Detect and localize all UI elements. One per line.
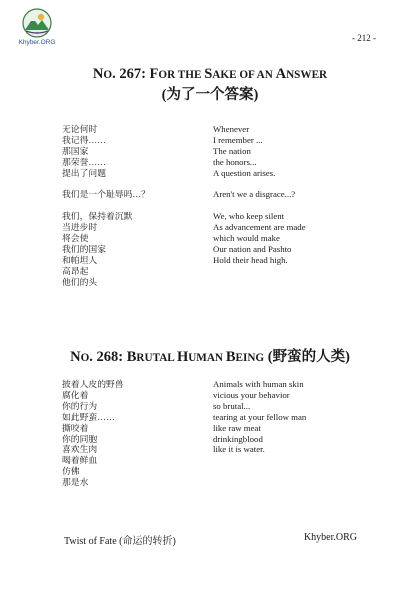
poem-line: 如此野蛮…… bbox=[62, 411, 115, 422]
poem-268-title bbox=[0, 345, 420, 366]
poem-line: 我们是一个耻辱吗…？ bbox=[62, 189, 150, 200]
poem-line bbox=[213, 200, 306, 211]
poem-268-chinese-text bbox=[62, 379, 124, 488]
title-part: N bbox=[70, 349, 81, 365]
title-part: O bbox=[80, 352, 90, 364]
footer-book-title: Twist of Fate (命运的转折) bbox=[64, 536, 176, 547]
poem-line: Hold their head high. bbox=[213, 254, 288, 265]
footer-site-name: Khyber.ORG bbox=[303, 532, 357, 543]
poem-267-chinese-text bbox=[62, 124, 150, 288]
poem-line: I remember ... bbox=[213, 134, 263, 145]
poem-line bbox=[213, 179, 306, 190]
page-number: - 212 - bbox=[352, 33, 376, 43]
poem-line: The nation bbox=[213, 145, 251, 156]
poem-line: 我记得…… bbox=[62, 134, 106, 145]
poem-line bbox=[62, 179, 150, 190]
poem-line: 他们的头 bbox=[62, 276, 98, 287]
poem-line: 和帕坦人 bbox=[62, 254, 98, 265]
poem-line: drinkingblood bbox=[213, 433, 263, 444]
poem-line: As advancement are made bbox=[213, 222, 306, 233]
poem-line: like it is water. bbox=[213, 444, 265, 455]
title-part: AKE OF AN bbox=[212, 69, 276, 81]
title-part: O bbox=[103, 69, 113, 81]
poem-line: tearing at your fellow man bbox=[213, 411, 307, 422]
poem-line: 高昂起 bbox=[62, 265, 89, 276]
title-part: F bbox=[149, 66, 159, 82]
logo-text: Khyber.ORG bbox=[18, 39, 56, 46]
mountain-sun-logo-icon bbox=[22, 8, 52, 38]
title-part: EING bbox=[235, 352, 265, 364]
title-part: . 268: bbox=[89, 349, 127, 365]
poem-line: 我们，保持着沉默 bbox=[62, 211, 133, 222]
poem-267-subtitle: (为了一个答案) bbox=[161, 87, 259, 103]
poem-line: like raw meat bbox=[213, 422, 261, 433]
poem-line: which would make bbox=[213, 233, 280, 244]
title-part: H bbox=[176, 349, 189, 365]
poem-line: 喜欢生肉 bbox=[62, 444, 98, 455]
poem-268-english-text bbox=[213, 379, 306, 455]
poem-line: 腐化着 bbox=[62, 389, 89, 400]
title-part: NSWER bbox=[286, 69, 328, 81]
poem-line: 我们的国家 bbox=[62, 243, 106, 254]
poem-line bbox=[62, 200, 150, 211]
poem-line: 喝着鲜血 bbox=[62, 455, 98, 466]
title-part: A bbox=[275, 66, 287, 82]
title-part: B bbox=[126, 349, 137, 365]
title-part: N bbox=[92, 66, 104, 82]
poem-line: 那荣誉…… bbox=[62, 156, 106, 167]
poem-line: so brutal... bbox=[213, 400, 251, 411]
poem-line: 那是水 bbox=[62, 477, 89, 488]
poem-line: 当进步时 bbox=[62, 222, 98, 233]
poem-line: 将会使 bbox=[62, 233, 89, 244]
poem-line: the honors... bbox=[213, 156, 257, 167]
title-part: UMAN bbox=[188, 352, 226, 364]
poem-line: 你的行为 bbox=[62, 400, 98, 411]
poem-line: Our nation and Pashto bbox=[213, 243, 292, 254]
title-part: S bbox=[204, 66, 213, 82]
poem-line: Animals with human skin bbox=[213, 379, 304, 389]
title-part: (野蛮的人类) bbox=[264, 349, 350, 365]
poem-line: 无论何时 bbox=[62, 124, 98, 134]
poem-line: vicious your behavior bbox=[213, 389, 290, 400]
title-part: B bbox=[225, 349, 236, 365]
poem-line: Aren't we a disgrace...? bbox=[213, 189, 296, 200]
poem-line: 你的同胞 bbox=[62, 433, 98, 444]
poem-line: 披着人皮的野兽 bbox=[62, 379, 124, 389]
poem-line: We, who keep silent bbox=[213, 211, 285, 222]
poem-line: 提出了问题 bbox=[62, 167, 106, 178]
poem-line: 仿佛 bbox=[62, 466, 80, 477]
poem-line: 撕咬着 bbox=[62, 422, 89, 433]
poem-line: Whenever bbox=[213, 124, 250, 134]
title-part: . 267: bbox=[112, 66, 150, 82]
poem-line: 那国家 bbox=[62, 145, 89, 156]
site-logo bbox=[14, 8, 60, 52]
poem-267-title bbox=[0, 66, 420, 83]
title-part: RUTAL bbox=[136, 352, 177, 364]
poem-267-english-text bbox=[213, 124, 306, 266]
title-part: OR THE bbox=[158, 69, 205, 81]
poem-line: A question arises. bbox=[213, 167, 276, 178]
